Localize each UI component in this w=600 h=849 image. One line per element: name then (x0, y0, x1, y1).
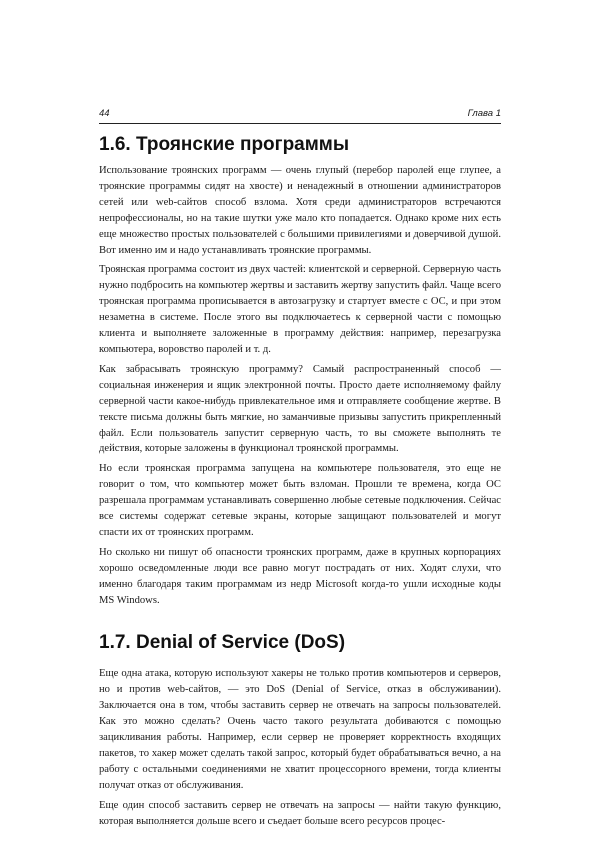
paragraph: Троянская программа состоит из двух частей: клиентской и серверной. Серверную часть нужно подбросить на компьютер жертвы и заставить жертву запустить файл. Чаще всего троянская программа прописывается в автозагрузку и стартует вместе с ОС, и при этом незаметна в системе. После этого вы подключаетесь к серверной части с помощью клиента и выполняете заложенные в программу действия: например, перезагрузка компьютера, воровство паролей и т. д. (99, 264, 501, 355)
page-number: 44 (99, 108, 110, 119)
book-page (99, 108, 501, 834)
chapter-label: Глава 1 (467, 108, 501, 119)
paragraph: Но сколько ни пишут об опасности троянских программ, даже в крупных корпорациях хорошо осведомленные люди все равно могут пострадать от них. Ходят слухи, что именно благодаря таким программам из недр Microsoft когда-то ушли исходные коды MS Windows. (99, 546, 501, 606)
section-heading-dos: 1.7. Denial of Service (DoS) (99, 632, 346, 654)
paragraph: Еще одна атака, которую используют хакеры не только против компьютеров и серверов, но и против web-сайтов, — это DoS (Denial of Service, отказ в обслуживании). Заключается она в том, чтобы заставить сервер не отвечать на запросы пользователей. Как это можно сделать? Очень часто такого результата добиваются с помощью зацикливания работы. Например, если сервер не проверяет корректность входящих пакетов, то хакер может сделать такой запрос, который будет обрабатываться вечно, а на работу с остальными соединениями не хватит процессорного времени, тогда клиенты получат отказ от обслуживания. (99, 668, 501, 791)
paragraph: Как забрасывать троянскую программу? Самый распространенный способ — социальная инженерия и ящик электронной почты. Просто даете исполняемому файлу серверной части какое-нибудь привлекательное имя и отправляете сообщение жертве. В тексте письма должны быть мягкие, но заманчивые призывы запустить прикрепленный файл. Если пользователь запустит серверную часть, то вы сможете выполнять те действия, которые заложены в функционал троянской программы. (99, 363, 501, 455)
paragraph: Еще один способ заставить сервер не отвечать на запросы — найти такую функцию, которая выполняется дольше всего и съедает больше всего ресурсов процес- (99, 799, 501, 827)
paragraph: Но если троянская программа запущена на компьютере пользователя, это еще не говорит о том, что компьютер может быть взломан. Прошли те времена, когда ОС разрешала программам устанавливать совершенно любые сетевые подключения. Сейчас все системы содержат сетевые экраны, которые защищают пользователей и могут спасти их от троянских программ. (99, 463, 501, 538)
section-heading-trojans: 1.6. Троянские программы (99, 134, 350, 155)
paragraph: Использование троянских программ — очень глупый (перебор паролей еще глупее, а троянские программы сидят на хвосте) и ненадежный в отношении администраторов сетей или web-сайтов способ взлома. Хотя среди администраторов встречаются непрофессионалы, но на такие шутки уже мало кто попадается. Однако кроме них есть еще множество простых пользователей с большими привилегиями и доверчивой душой. Вот именно им и надо устанавливать троянские программы. (99, 165, 501, 256)
running-header (99, 108, 501, 124)
